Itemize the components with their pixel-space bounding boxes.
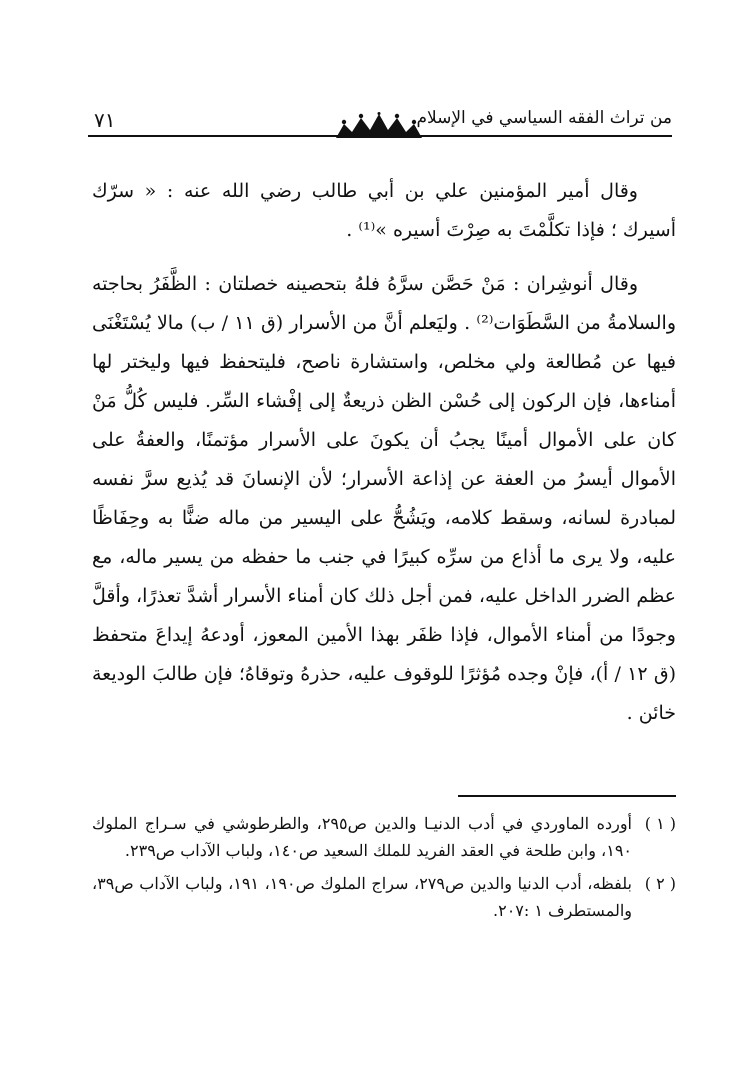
footnote-number: ( ١ ) <box>644 814 676 833</box>
paragraph-1: وقال أمير المؤمنين علي بن أبي طالب رضي الله عنه : « سرّك أسيرك ؛ فإذا تكلَّمْتَ به صِرْتَ أسيره »⁽¹⁾ . <box>92 180 676 241</box>
footnote-text: بلفظه، أدب الدنيا والدين ص٢٧٩، سراج الملوك ص١٩٠، ١٩١، ولباب الآداب ص٣٩، والمستطرف ١ :٢٠٧. <box>92 874 633 920</box>
page-number: ٧١ <box>94 108 116 132</box>
book-title: من تراث الفقه السياسي في الإسلام <box>416 108 672 128</box>
paragraph-2: وقال أنوشِران : مَنْ حَصَّن سرَّهُ فلهُ بتحصينه خصلتان : الظَّفَرُ بحاجته والسلامةُ من السَّطَوَات⁽²⁾ . وليَعلم أنَّ من الأسرار (ق ١١ / ب) مالا يُسْتَغْنَى فيها عن مُطالعة ولي مخلص، واستشارة ناصح، فليتحفظ فيها وليختر لها أمناءها، فإن الركون إلى حُسْن الظن ذريعةٌ إلى إفْشاء السِّر. فليس كُلُّ مَنْ كان على الأموال أمينًا يجبُ أن يكونَ على الأسرار مؤتمنًا، والعفةُ على الأموال أيسرُ من العفة عن إذاعة الأسرار؛ لأن الإنسانَ قد يُذيع سرَّ نفسه لمبادرة لسانه، وسقط كلامه، ويَشُحُّ على اليسير من ماله ضنًّا به وحِفَاظًا عليه، ولا يرى ما أذاع من سرِّه كبيرًا في جنب ما حفظه من يسير ماله، مع عظم الضرر الداخل عليه، فمن أجل ذلك كان أمناء الأسرار أشدَّ تعذرًا، وأقلَّ وجودًا من أمناء الأموال، فإذا ظفَر بهذا الأمين المعوز، أودعهُ إيداعَ متحفظ (ق ١٢ / أ)، فإنْ وجده مُؤثرًا للوقوف عليه، حذرهُ وتوقاهُ؛ فإن طالبَ الوديعة خائن . <box>92 273 677 724</box>
header-rule <box>88 135 672 137</box>
footnote-rule <box>458 795 676 797</box>
main-text <box>92 172 676 733</box>
footnotes <box>92 810 676 930</box>
footnote-2 <box>92 870 676 924</box>
footnote-text: أورده الماوردي في أدب الدنيـا والدين ص٢٩٥، والطرطوشي في سـراج الملوك ١٩٠، وابن طلحة في العقد الفريد للملك السعيد ص١٤٠، ولباب الآداب ص٢٣٩. <box>92 814 632 860</box>
footnote-1 <box>92 810 676 864</box>
running-header <box>88 108 672 138</box>
footnote-number: ( ٢ ) <box>644 874 676 893</box>
